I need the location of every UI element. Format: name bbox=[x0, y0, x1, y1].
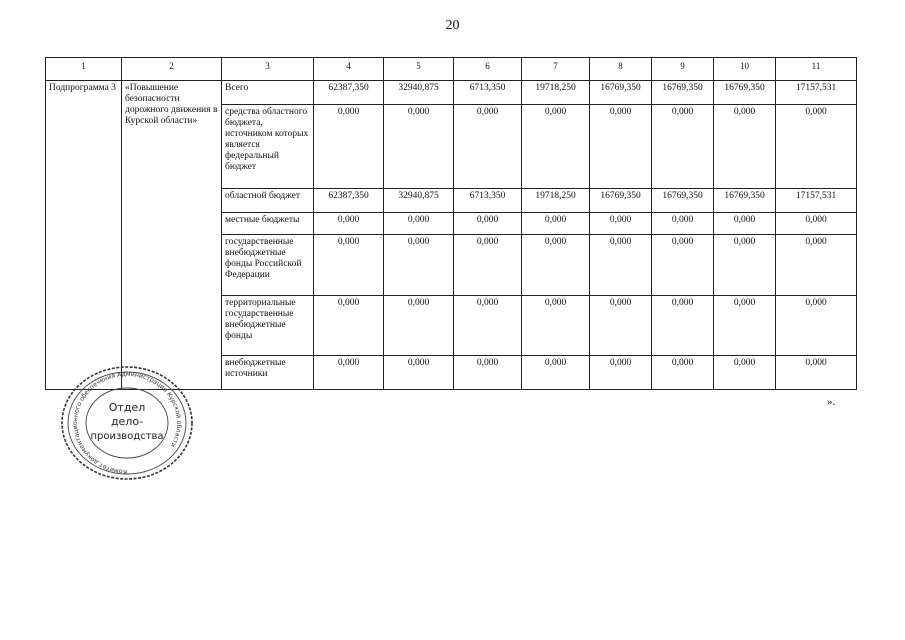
table-row bbox=[46, 81, 857, 105]
column-header: 3 bbox=[222, 58, 314, 81]
source-cell: местные бюджеты bbox=[222, 213, 314, 235]
value-cell: 16769,350 bbox=[652, 81, 714, 105]
value-cell: 0,000 bbox=[384, 235, 454, 296]
value-cell: 0,000 bbox=[314, 235, 384, 296]
value-cell: 0,000 bbox=[522, 105, 590, 189]
column-header: 2 bbox=[122, 58, 222, 81]
header-row bbox=[46, 58, 857, 81]
value-cell: 19718,250 bbox=[522, 189, 590, 213]
column-header: 4 bbox=[314, 58, 384, 81]
value-cell: 0,000 bbox=[522, 213, 590, 235]
value-cell: 0,000 bbox=[590, 235, 652, 296]
value-cell: 0,000 bbox=[454, 235, 522, 296]
value-cell: 6713,350 bbox=[454, 189, 522, 213]
value-cell: 17157,531 bbox=[776, 81, 857, 105]
column-header: 1 bbox=[46, 58, 122, 81]
value-cell: 0,000 bbox=[714, 213, 776, 235]
stamp-line: производства bbox=[90, 431, 164, 442]
column-header: 10 bbox=[714, 58, 776, 81]
source-cell: областной бюджет bbox=[222, 189, 314, 213]
value-cell: 0,000 bbox=[384, 356, 454, 390]
stamp-line: дело- bbox=[110, 415, 144, 428]
value-cell: 0,000 bbox=[776, 356, 857, 390]
value-cell: 16769,350 bbox=[652, 189, 714, 213]
value-cell: 32940,875 bbox=[384, 189, 454, 213]
value-cell: 0,000 bbox=[652, 105, 714, 189]
column-header: 7 bbox=[522, 58, 590, 81]
column-header: 5 bbox=[384, 58, 454, 81]
stamp-line: Отдел bbox=[108, 401, 146, 414]
source-cell: государственные внебюджетные фонды Российской Федерации bbox=[222, 235, 314, 296]
value-cell: 0,000 bbox=[384, 213, 454, 235]
value-cell: 0,000 bbox=[714, 235, 776, 296]
value-cell: 0,000 bbox=[314, 105, 384, 189]
value-cell: 0,000 bbox=[590, 105, 652, 189]
closing-quote-mark: ». bbox=[827, 396, 836, 408]
stamp-ring-text: Комитет документационного обеспечения Администрации Курской области bbox=[72, 370, 183, 476]
value-cell: 0,000 bbox=[714, 296, 776, 356]
value-cell: 16769,350 bbox=[590, 81, 652, 105]
value-cell: 0,000 bbox=[454, 105, 522, 189]
value-cell: 0,000 bbox=[652, 235, 714, 296]
source-cell: Всего bbox=[222, 81, 314, 105]
value-cell: 0,000 bbox=[454, 356, 522, 390]
value-cell: 0,000 bbox=[384, 296, 454, 356]
value-cell: 0,000 bbox=[652, 213, 714, 235]
value-cell: 0,000 bbox=[776, 213, 857, 235]
column-header: 6 bbox=[454, 58, 522, 81]
value-cell: 0,000 bbox=[454, 296, 522, 356]
office-stamp bbox=[57, 364, 197, 484]
value-cell: 0,000 bbox=[314, 213, 384, 235]
value-cell: 0,000 bbox=[522, 296, 590, 356]
program-title-cell: «Повышение безопасности дорожного движения в Курской области» bbox=[122, 81, 222, 390]
value-cell: 0,000 bbox=[714, 356, 776, 390]
value-cell: 62387,350 bbox=[314, 81, 384, 105]
value-cell: 0,000 bbox=[314, 356, 384, 390]
value-cell: 0,000 bbox=[590, 213, 652, 235]
value-cell: 16769,350 bbox=[714, 81, 776, 105]
value-cell: 17157,531 bbox=[776, 189, 857, 213]
value-cell: 32940,875 bbox=[384, 81, 454, 105]
value-cell: 0,000 bbox=[384, 105, 454, 189]
value-cell: 0,000 bbox=[776, 296, 857, 356]
value-cell: 0,000 bbox=[652, 356, 714, 390]
value-cell: 0,000 bbox=[314, 296, 384, 356]
column-header: 11 bbox=[776, 58, 857, 81]
value-cell: 0,000 bbox=[454, 213, 522, 235]
value-cell: 62387,350 bbox=[314, 189, 384, 213]
program-name-cell: Подпрограмма 3 bbox=[46, 81, 122, 390]
source-cell: территориальные государственные внебюджетные фонды bbox=[222, 296, 314, 356]
column-header: 9 bbox=[652, 58, 714, 81]
value-cell: 0,000 bbox=[652, 296, 714, 356]
page-number: 20 bbox=[445, 18, 460, 33]
source-cell: средства областного бюджета, источником которых является федеральный бюджет bbox=[222, 105, 314, 189]
value-cell: 16769,350 bbox=[714, 189, 776, 213]
value-cell: 0,000 bbox=[590, 356, 652, 390]
source-cell: внебюджетные источники bbox=[222, 356, 314, 390]
value-cell: 6713,350 bbox=[454, 81, 522, 105]
value-cell: 19718,250 bbox=[522, 81, 590, 105]
value-cell: 16769,350 bbox=[590, 189, 652, 213]
column-header: 8 bbox=[590, 58, 652, 81]
value-cell: 0,000 bbox=[590, 296, 652, 356]
value-cell: 0,000 bbox=[776, 235, 857, 296]
value-cell: 0,000 bbox=[776, 105, 857, 189]
value-cell: 0,000 bbox=[714, 105, 776, 189]
value-cell: 0,000 bbox=[522, 356, 590, 390]
value-cell: 0,000 bbox=[522, 235, 590, 296]
budget-table bbox=[45, 57, 857, 390]
